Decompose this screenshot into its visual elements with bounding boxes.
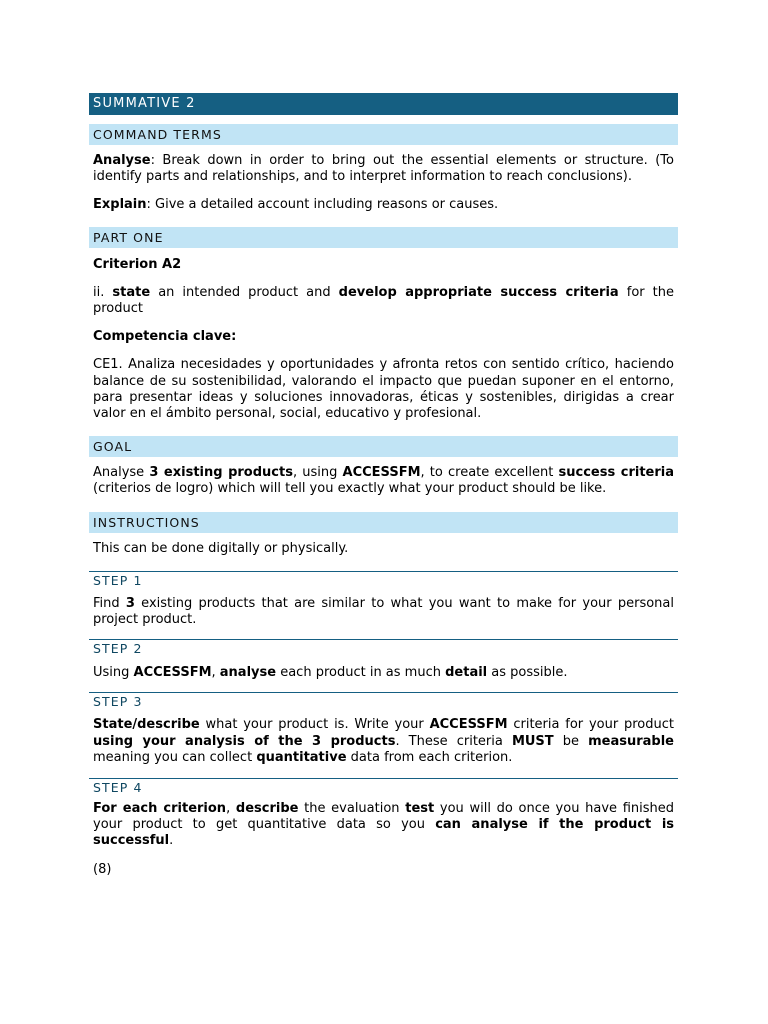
section-heading-command-terms: COMMAND TERMS: [89, 124, 678, 145]
criterion-item: ii. state an intended product and develop appropriate success criteria for the product: [93, 284, 674, 317]
step-3-heading: STEP 3: [89, 692, 678, 711]
instructions-text: This can be done digitally or physically.: [93, 540, 349, 556]
step-2-heading: STEP 2: [89, 639, 678, 658]
competencia-label: Competencia clave:: [93, 329, 237, 345]
explain-definition: Explain: Give a detailed account including reasons or causes.: [93, 197, 499, 213]
document-title: SUMMATIVE 2: [89, 93, 678, 115]
analyse-definition: Analyse: Break down in order to bring out the essential elements or structure. (To identify parts and relationships, and to interpret information to reach conclusions).: [93, 153, 674, 185]
document-content: [89, 93, 678, 878]
step-4-text: For each criterion, describe the evaluation test you will do once you have finished your product to get quantitative data so you can analyse if the product is successful.: [93, 801, 675, 849]
criterion-label: Criterion A2: [93, 256, 182, 272]
step-4-heading: STEP 4: [89, 778, 678, 797]
step-2-text: Using ACCESSFM, analyse each product in as much detail as possible.: [93, 665, 568, 681]
section-heading-instructions: INSTRUCTIONS: [89, 512, 678, 533]
section-heading-part-one: PART ONE: [89, 227, 678, 248]
step-1-text: Find 3 existing products that are similar to what you want to make for your personal project product.: [93, 595, 674, 628]
competencia-text: CE1. Analiza necesidades y oportunidades y afronta retos con sentido crítico, haciendo balance de su sostenibilidad, valorando el impacto que puedan suponer en el entorno, para presentar ideas y soluciones innovadoras, éticas y sostenibles, dirigidas a crear valor en el ámbito personal, social, educativo y profesional.: [93, 357, 674, 422]
section-heading-goal: GOAL: [89, 436, 678, 457]
step-3-text: State/describe what your product is. Write your ACCESSFM criteria for your product using your analysis of the 3 products. These criteria MUST be measurable meaning you can collect quantitative data from each criterion.: [93, 717, 674, 765]
goal-text: Analyse 3 existing products, using ACCESSFM, to create excellent success criteria (criterios de logro) which will tell you exactly what your product should be like.: [93, 465, 675, 497]
marks-label: (8): [93, 861, 112, 877]
step-1-heading: STEP 1: [89, 571, 678, 590]
